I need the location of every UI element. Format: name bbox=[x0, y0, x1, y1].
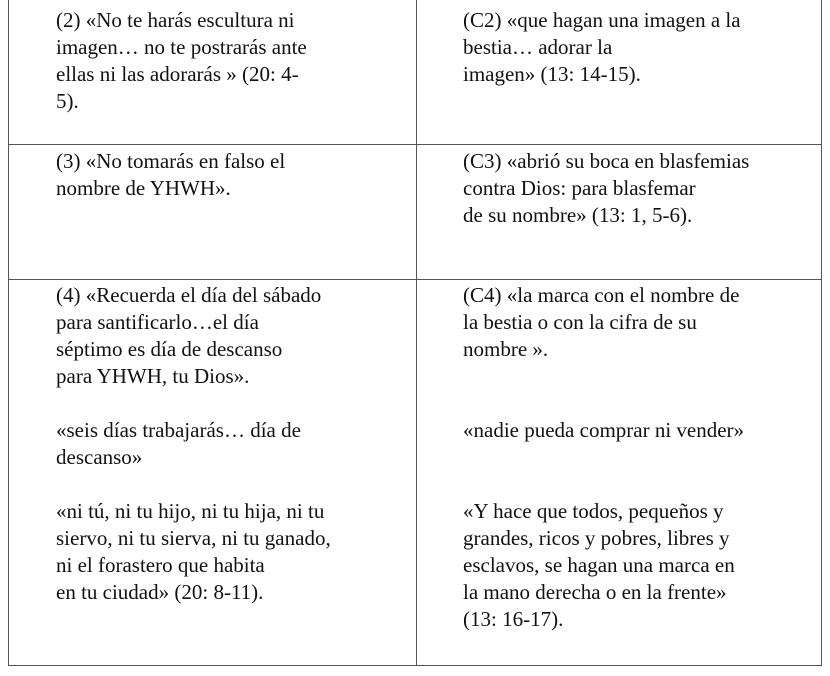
table-row bbox=[9, 0, 821, 145]
cell-text-block-2: «seis días trabajarás… día de descanso» bbox=[56, 418, 301, 469]
cell-text-block-2: «nadie pueda comprar ni vender» bbox=[463, 418, 745, 442]
table-cell-commandment-2 bbox=[56, 0, 386, 144]
paragraph-gap bbox=[463, 444, 803, 498]
cell-text: (C3) «abrió su boca en blasfemias contra Dios: para blasfemar de su nombre» (13: 1, 5-6). bbox=[463, 149, 750, 227]
comparison-table bbox=[8, 0, 822, 666]
cell-text: (2) «No te harás escultura ni imagen… no te postrarás ante ellas ni las adorarás » (20: 4- 5). bbox=[56, 8, 307, 113]
cell-text: (C2) «que hagan una imagen a la bestia… adorar la imagen» (13: 14-15). bbox=[463, 8, 741, 86]
table-cell-counterpart-c4 bbox=[463, 280, 803, 665]
paragraph-gap bbox=[463, 363, 803, 417]
table-row bbox=[9, 145, 821, 280]
table-cell-commandment-3 bbox=[56, 145, 386, 279]
column-divider bbox=[416, 0, 417, 144]
column-divider bbox=[416, 145, 417, 279]
cell-text-block-1: (4) «Recuerda el día del sábado para santificarlo…el día séptimo es día de descanso para YHWH, tu Dios». bbox=[56, 283, 322, 388]
table-cell-commandment-4 bbox=[56, 280, 386, 665]
table-row bbox=[9, 280, 821, 665]
paragraph-gap bbox=[56, 390, 386, 417]
column-divider bbox=[416, 280, 417, 665]
cell-text: (3) «No tomarás en falso el nombre de YHWH». bbox=[56, 149, 286, 200]
paragraph-gap bbox=[56, 471, 386, 498]
cell-text-block-1: (C4) «la marca con el nombre de la bestia o con la cifra de su nombre ». bbox=[463, 283, 740, 361]
table-cell-counterpart-c2 bbox=[463, 0, 803, 144]
cell-text-block-3: «ni tú, ni tu hijo, ni tu hija, ni tu siervo, ni tu sierva, ni tu ganado, ni el forastero que habita en tu ciudad» (20: 8-11). bbox=[56, 499, 331, 604]
table-cell-counterpart-c3 bbox=[463, 145, 803, 279]
cell-text-block-3: «Y hace que todos, pequeños y grandes, ricos y pobres, libres y esclavos, se hagan una marca en la mano derecha o en la frente» (13: 16-17). bbox=[463, 499, 735, 631]
